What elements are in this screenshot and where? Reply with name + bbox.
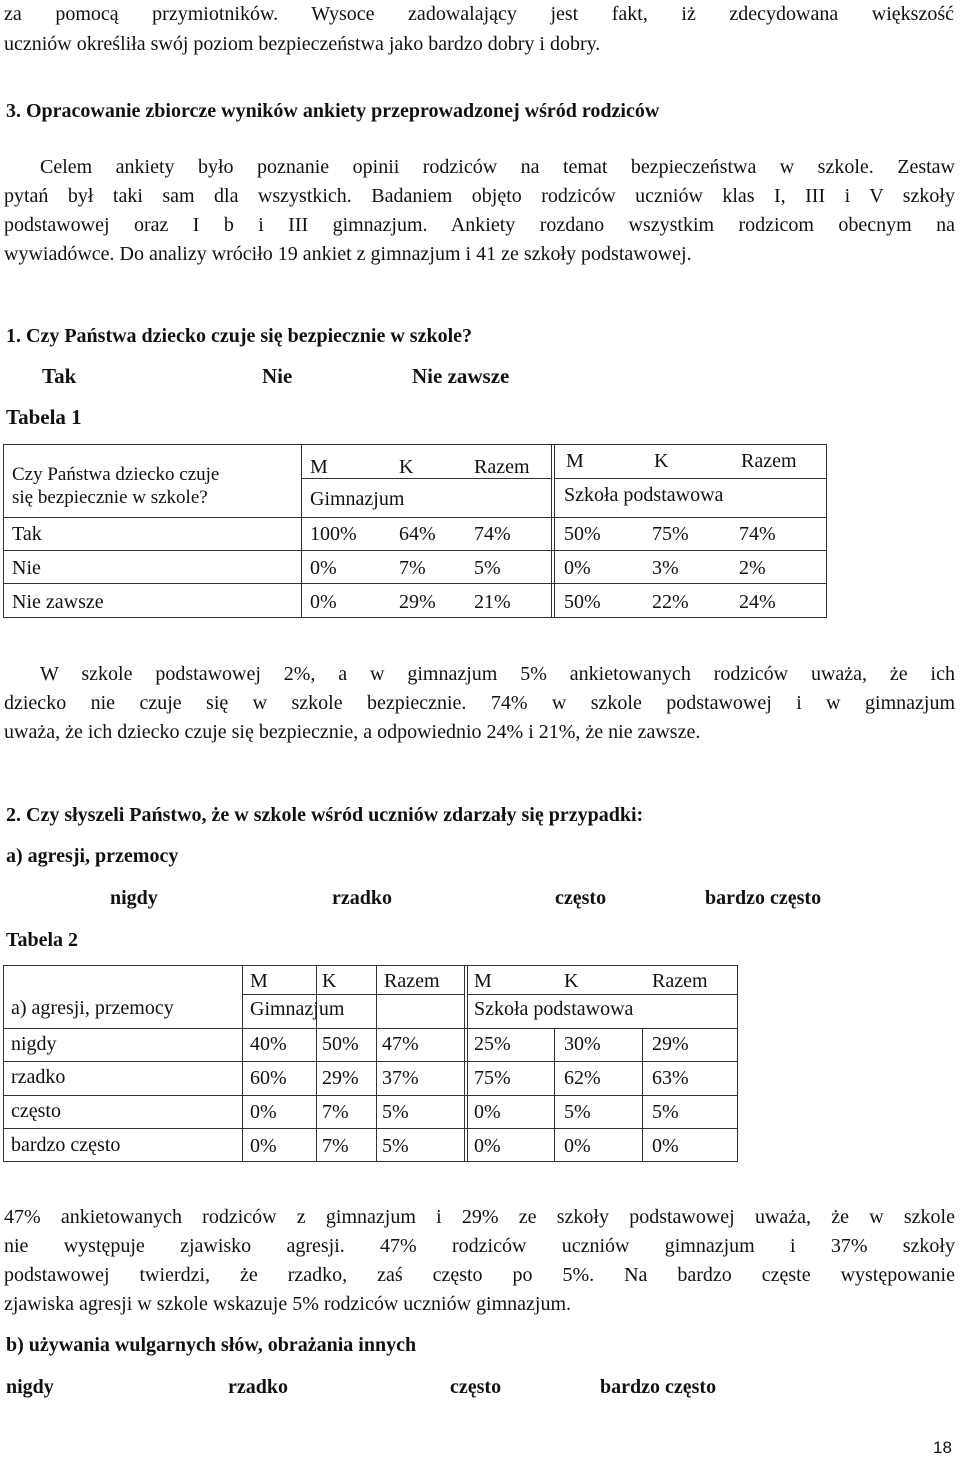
table-2-cell: 50% [322, 1033, 359, 1055]
table-2-row-label: rzadko [11, 1066, 66, 1088]
intro-line-1: za pomocą przymiotników. Wysoce zadowalający jest fakt, iż zdecydowana większość [4, 3, 954, 25]
q2-subheading-a: a) agresji, przemocy [6, 845, 179, 867]
table-1-cell: 50% [564, 523, 601, 545]
table-2-cell: 47% [382, 1033, 419, 1055]
q2b-option-czesto: często [450, 1376, 502, 1398]
table-1-cell: 21% [474, 591, 511, 613]
table-2-header-m-sp: M [474, 970, 492, 992]
table-1-question-line-1: Czy Państwa dziecko czuje [12, 464, 220, 485]
table-1-question-line-2: się bezpiecznie w szkole? [12, 487, 208, 508]
table-2-cell: 5% [382, 1135, 409, 1157]
q1-option-tak: Tak [42, 364, 77, 388]
q2b-option-rzadko: rzadko [228, 1376, 288, 1398]
table-1-row-label: Nie [12, 557, 41, 579]
table-2-header-razem-gim: Razem [384, 970, 440, 992]
table-1-cell: 22% [652, 591, 689, 613]
question-2-title: 2. Czy słyszeli Państwo, że w szkole wśród uczniów zdarzały się przypadki: [6, 804, 644, 826]
q2-summary-line-3: podstawowej twierdzi, że rzadko, zaś często po 5%. Na bardzo częste występowanie [4, 1264, 955, 1286]
table-1-header-razem-gim: Razem [474, 456, 530, 478]
table-1-cell: 7% [399, 557, 426, 579]
table-2-cell: 7% [322, 1101, 349, 1123]
table-2-header-k-sp: K [564, 970, 579, 992]
table-1-cell: 0% [564, 557, 591, 579]
table-1-cell: 2% [739, 557, 766, 579]
table-1-cell: 74% [739, 523, 776, 545]
table-2-question: a) agresji, przemocy [11, 997, 174, 1019]
section-3-line-3: podstawowej oraz I b i III gimnazjum. Ankiety rozdano wszystkim rodzicom obecnym na [4, 214, 955, 236]
table-1-header-m-sp: M [566, 450, 584, 472]
table-2-cell: 29% [322, 1067, 359, 1089]
table-1-row-label: Nie zawsze [12, 591, 104, 613]
table-1-header-m-gim: M [310, 456, 328, 478]
table-1-cell: 64% [399, 523, 436, 545]
q2-option-bardzo-czesto: bardzo często [705, 887, 822, 909]
table-2-cell: 75% [474, 1067, 511, 1089]
table-1-header-k-gim: K [399, 456, 414, 478]
table-2-row-label: bardzo często [11, 1134, 121, 1156]
q1-option-nie: Nie [262, 364, 293, 388]
table-2-header-k-gim: K [322, 970, 337, 992]
q2-summary-line-2: nie występuje zjawisko agresji. 47% rodziców uczniów gimnazjum i 37% szkoły [4, 1235, 955, 1257]
table-1-cell: 100% [310, 523, 357, 545]
table-2-cell: 29% [652, 1033, 689, 1055]
table-2-cell: 0% [250, 1135, 277, 1157]
table-2-cell: 37% [382, 1067, 419, 1089]
table-2-label: Tabela 2 [6, 929, 79, 951]
table-2-cell: 25% [474, 1033, 511, 1055]
section-3-line-1: Celem ankiety było poznanie opinii rodziców na temat bezpieczeństwa w szkole. Zestaw [40, 156, 955, 178]
q1-option-nie-zawsze: Nie zawsze [412, 364, 510, 388]
intro-line-2: uczniów określiła swój poziom bezpieczeństwa jako bardzo dobry i dobry. [4, 33, 601, 55]
table-2-cell: 5% [564, 1101, 591, 1123]
q2-summary-line-1: 47% ankietowanych rodziców z gimnazjum i 29% ze szkoły podstawowej uważa, że w szkole [4, 1206, 955, 1228]
table-2-cell: 0% [652, 1135, 679, 1157]
q2-option-rzadko: rzadko [332, 887, 392, 909]
q2-subheading-b: b) używania wulgarnych słów, obrażania innych [6, 1334, 417, 1356]
table-1-group-szkola: Szkoła podstawowa [564, 484, 724, 506]
table-2-cell: 5% [382, 1101, 409, 1123]
q1-summary-line-1: W szkole podstawowej 2%, a w gimnazjum 5% ankietowanych rodziców uważa, że ich [40, 663, 955, 685]
table-2-cell: 0% [564, 1135, 591, 1157]
section-3-line-4: wywiadówce. Do analizy wróciło 19 ankiet z gimnazjum i 41 ze szkoły podstawowej. [4, 243, 692, 265]
table-2 [3, 965, 738, 1162]
table-1-cell: 29% [399, 591, 436, 613]
table-2-header-m-gim: M [250, 970, 268, 992]
table-2-cell: 5% [652, 1101, 679, 1123]
q2-option-czesto: często [555, 887, 607, 909]
table-2-cell: 40% [250, 1033, 287, 1055]
table-1-cell: 0% [310, 557, 337, 579]
table-1 [3, 444, 827, 618]
table-2-cell: 60% [250, 1067, 287, 1089]
table-2-cell: 62% [564, 1067, 601, 1089]
table-1-cell: 5% [474, 557, 501, 579]
table-2-group-gimnazjum: Gimnazjum [250, 998, 345, 1020]
table-1-row-label: Tak [12, 523, 42, 545]
table-2-cell: 30% [564, 1033, 601, 1055]
table-2-header-razem-sp: Razem [652, 970, 708, 992]
page-number: 18 [933, 1438, 952, 1457]
table-1-header-razem-sp: Razem [741, 450, 797, 472]
q2b-option-nigdy: nigdy [6, 1376, 54, 1398]
table-1-cell: 0% [310, 591, 337, 613]
table-1-cell: 74% [474, 523, 511, 545]
table-1-group-gimnazjum: Gimnazjum [310, 488, 405, 510]
section-3-line-2: pytań był taki sam dla wszystkich. Badaniem objęto rodziców uczniów klas I, III i V szkoły [4, 185, 955, 207]
q2-summary-line-4: zjawiska agresji w szkole wskazuje 5% rodziców uczniów gimnazjum. [4, 1293, 572, 1315]
q2-option-nigdy: nigdy [110, 887, 158, 909]
table-1-header-k-sp: K [654, 450, 669, 472]
table-1-cell: 50% [564, 591, 601, 613]
table-2-cell: 0% [474, 1101, 501, 1123]
table-1-cell: 3% [652, 557, 679, 579]
table-2-cell: 7% [322, 1135, 349, 1157]
table-2-cell: 0% [474, 1135, 501, 1157]
table-1-label: Tabela 1 [6, 405, 82, 429]
table-1-cell: 24% [739, 591, 776, 613]
q2b-option-bardzo-czesto: bardzo często [600, 1376, 717, 1398]
table-2-row-label: nigdy [11, 1033, 57, 1055]
section-3-title: 3. Opracowanie zbiorcze wyników ankiety przeprowadzonej wśród rodziców [6, 100, 660, 122]
table-2-group-szkola: Szkoła podstawowa [474, 998, 634, 1020]
q1-summary-line-3: uważa, że ich dziecko czuje się bezpiecznie, a odpowiednio 24% i 21%, że nie zawsze. [4, 721, 701, 743]
table-1-cell: 75% [652, 523, 689, 545]
q1-summary-line-2: dziecko nie czuje się w szkole bezpiecznie. 74% w szkole podstawowej i w gimnazjum [4, 692, 955, 714]
table-2-cell: 63% [652, 1067, 689, 1089]
table-2-row-label: często [11, 1100, 61, 1122]
question-1-title: 1. Czy Państwa dziecko czuje się bezpiecznie w szkole? [6, 325, 473, 347]
table-2-cell: 0% [250, 1101, 277, 1123]
